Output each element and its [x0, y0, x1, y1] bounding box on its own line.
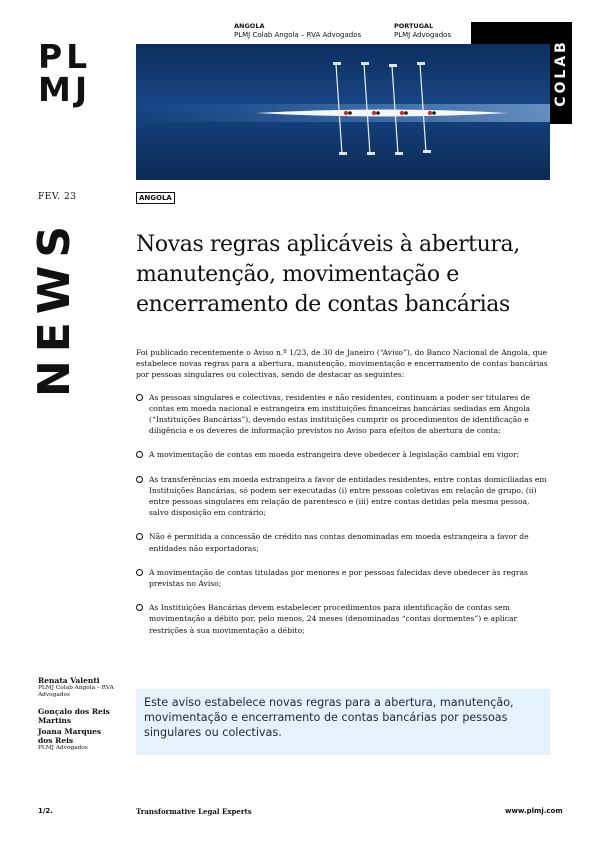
logo-top: PL — [38, 37, 92, 76]
article-title: Novas regras aplicáveis à abertura, manutenção, movimentação e encerramento de contas bancárias — [136, 232, 520, 317]
colab-text: COLAB — [553, 39, 570, 107]
country-tag: ANGOLA — [136, 192, 175, 204]
author-affiliation: PLMJ Colab Angola – RVA Advogados — [38, 685, 114, 698]
colab-label — [550, 22, 572, 124]
rowing-boat-illustration — [136, 44, 550, 180]
office-country: ANGOLA — [234, 22, 265, 30]
footer-website-link[interactable]: www.plmj.com — [505, 807, 563, 815]
summary-highlight-box: Este aviso estabelece novas regras para a abertura, manutenção, movimentação e encerramento de contas bancárias por pessoas singulares ou colectivas. — [136, 689, 550, 755]
plmj-logo — [38, 37, 98, 109]
bullet-circle-icon — [136, 604, 143, 611]
bullet-circle-icon — [136, 533, 143, 540]
bullet-circle-icon — [136, 569, 143, 576]
list-item-text: A movimentação de contas em moeda estrangeira deve obedecer à legislação cambial em vigor; — [149, 450, 520, 460]
author-name: Renata Valenti — [38, 676, 100, 685]
section-label — [29, 217, 81, 397]
list-item — [136, 567, 550, 589]
list-item — [136, 449, 550, 460]
list-item-text: Não é permitida a concessão de crédito nas contas denominadas em moeda estrangeira a favor de entidades não exportadoras; — [149, 532, 529, 553]
list-item-text: As transferências em moeda estrangeira a favor de entidades residentes, entre contas domiciliadas em Instituições Bancárias, só podem ser executadas (i) entre pessoas coletivas em relação de grupo, (ii) entre pessoas singulares em relação de parentesco e (iii) entre contas detidas pela mesma pessoa, salvo disposição em contrário; — [149, 474, 547, 518]
logo-bottom: MJ — [38, 70, 92, 109]
office-name: PLMJ Advogados — [394, 31, 452, 39]
footer-tagline: Transformative Legal Experts — [136, 807, 252, 816]
news-text: NEWS — [29, 217, 81, 397]
list-item-text: As Instituições Bancárias devem estabelecer procedimentos para identificação de contas sem movimentação a débito por, pelo menos, 24 meses (denominadas “contas dormentes”) e aplicar restrições à sua movimentação a débito; — [149, 603, 518, 635]
list-item-text: A movimentação de contas tituladas por menores e por pessoas falecidas deve obedecer às regras previstas no Aviso; — [149, 567, 528, 589]
list-item — [136, 392, 550, 437]
list-item-text: As pessoas singulares e colectivas, residentes e não residentes, continuam a poder ser titulares de contas em moeda nacional e estrangeira em instituições financeiras bancárias sediadas em Angola (“Instituições Bancárias”), devendo estas instituições cumprir os procedimentos de identificação e diligência e os deveres de informação previstos no Aviso para efeitos de abertura de conta; — [149, 392, 531, 436]
office-angola — [234, 22, 361, 40]
colab-tab — [471, 22, 550, 44]
list-item — [136, 474, 550, 519]
office-country: PORTUGAL — [394, 22, 434, 30]
author-name: Gonçalo dos Reis Martins — [38, 707, 110, 725]
page-number: 1/2. — [38, 807, 53, 815]
author-affiliation: PLMJ Advogados — [38, 745, 88, 751]
rules-list — [136, 392, 550, 636]
issue-date: FEV. 23 — [38, 192, 77, 202]
hero-rowing-image — [136, 44, 550, 180]
authors-block — [38, 676, 118, 760]
office-name: PLMJ Colab Angola – RVA Advogados — [234, 31, 362, 39]
list-item — [136, 531, 550, 553]
bullet-circle-icon — [136, 394, 143, 401]
bullet-circle-icon — [136, 476, 143, 483]
office-portugal — [394, 22, 451, 40]
article-body — [136, 347, 550, 649]
bullet-circle-icon — [136, 451, 143, 458]
intro-paragraph: Foi publicado recentemente o Aviso n.º 1/23, de 30 de Janeiro (“Aviso”), do Banco Nacional de Angola, que estabelece novas regras para a abertura, manutenção, movimentação e encerramento de contas bancárias por pessoas singulares ou colectivas, sendo de destacar as seguintes: — [136, 348, 548, 380]
list-item — [136, 602, 550, 636]
author-name: Joana Marques dos Reis — [38, 727, 102, 745]
